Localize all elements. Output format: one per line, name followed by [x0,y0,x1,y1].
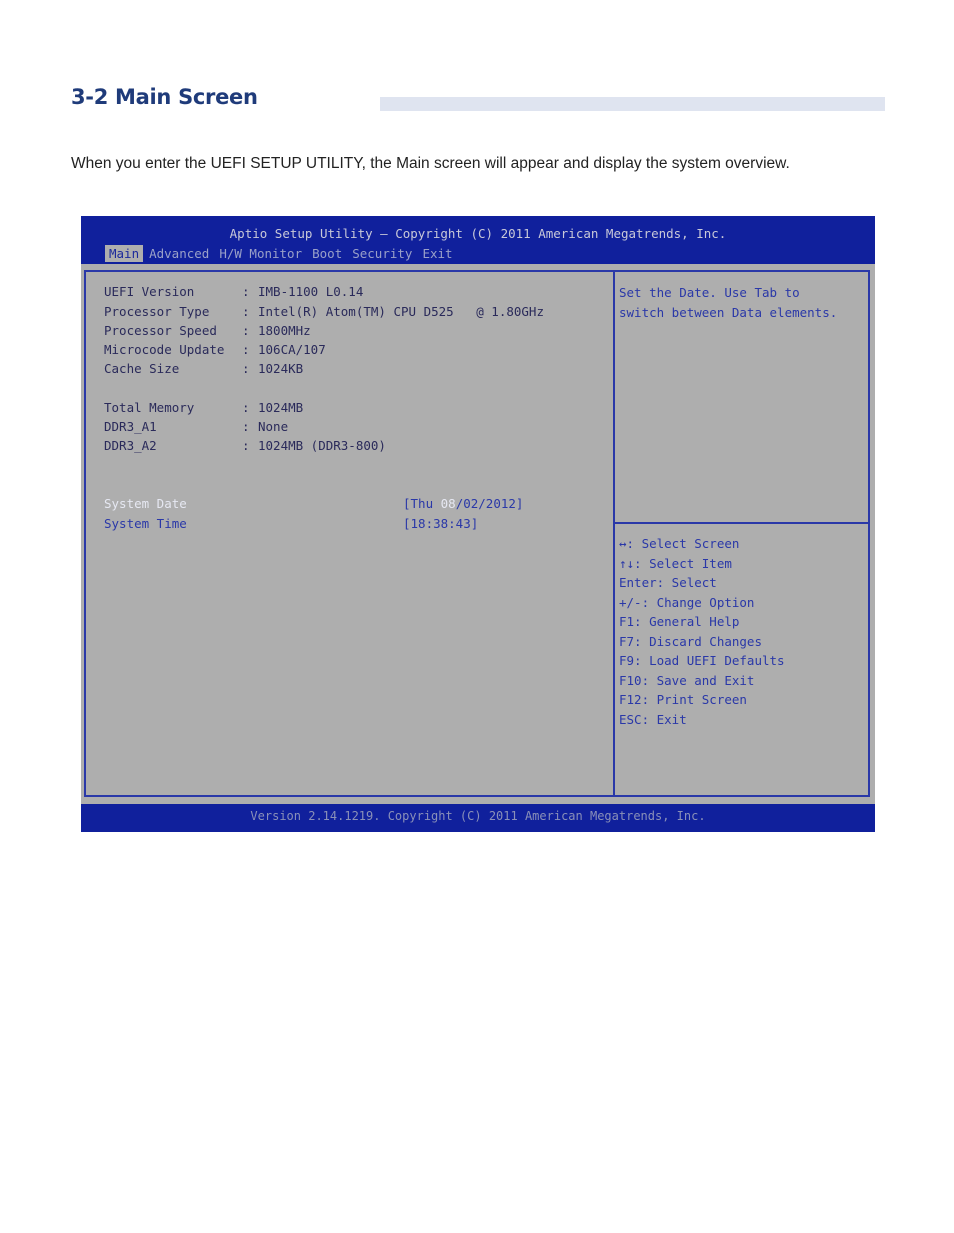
info-row-ddr3-a2: DDR3_A2 : 1024MB (DDR3-800) [104,438,386,453]
section-title: 3-2 Main Screen [71,85,258,109]
key-legend [619,534,869,729]
help-text: Set the Date. Use Tab to switch between Data elements. [619,285,838,320]
system-time-value[interactable]: [18:38:43] [403,516,479,531]
info-label: Processor Speed [104,323,217,338]
info-value: IMB-1100 L0.14 [258,284,364,299]
date-selected-field[interactable]: 08 [440,496,456,511]
info-label: DDR3_A1 [104,419,157,434]
info-label: DDR3_A2 [104,438,157,453]
system-time-label[interactable]: System Time [104,516,187,531]
bios-tab-boot[interactable]: Boot [312,246,343,261]
info-row-uefi-version: UEFI Version : IMB-1100 L0.14 [104,284,364,299]
info-value: None [258,419,289,434]
key-legend-item: F10: Save and Exit [619,672,755,688]
bios-tab-hw-monitor[interactable]: H/W Monitor [219,246,303,261]
bios-footer-bar [81,804,875,832]
system-date-value[interactable] [403,495,523,513]
bios-menu-bar [105,245,459,263]
info-row-processor-speed: Processor Speed : 1800MHz [104,323,311,338]
info-value: 1800MHz [258,323,311,338]
info-label: Microcode Update [104,342,225,357]
key-legend-item: F7: Discard Changes [619,633,762,649]
bios-header [81,216,875,264]
bios-vertical-divider [613,270,615,797]
date-suffix: /02/2012] [455,496,524,511]
date-prefix: [Thu [403,496,441,511]
bios-tab-exit[interactable]: Exit [422,246,453,261]
info-value: Intel(R) Atom(TM) CPU D525 @ 1.80GHz [258,304,544,319]
intro-paragraph: When you enter the UEFI SETUP UTILITY, the Main screen will appear and display the system overview. [71,155,790,172]
bios-horizontal-divider [615,522,870,524]
bios-tab-main[interactable]: Main [105,245,143,262]
title-decoration-bar [380,97,885,111]
bios-tab-advanced[interactable]: Advanced [149,246,210,261]
info-row-processor-type: Processor Type : Intel(R) Atom(TM) CPU D525 @ 1.80GHz [104,304,544,319]
key-legend-item: F1: General Help [619,614,740,629]
info-row-microcode-update: Microcode Update : 106CA/107 [104,342,326,357]
info-label: Processor Type [104,304,210,319]
info-value: 1024MB [258,400,304,415]
bios-screenshot [81,216,875,832]
system-date-label[interactable]: System Date [104,496,187,511]
info-row-cache-size: Cache Size : 1024KB [104,361,304,376]
info-label: UEFI Version [104,284,195,299]
key-legend-item: ESC: Exit [619,711,687,727]
bios-footer-text: Version 2.14.1219. Copyright (C) 2011 American Megatrends, Inc. [250,809,706,823]
key-legend-item: ↑↓: Select Item [619,555,732,571]
info-row-total-memory: Total Memory : 1024MB [104,400,304,415]
info-row-ddr3-a1: DDR3_A1 : None [104,419,289,434]
info-label: Total Memory [104,400,195,415]
info-value: 1024KB [258,361,304,376]
key-legend-item: +/-: Change Option [619,594,755,610]
info-label: Cache Size [104,361,180,376]
key-legend-item: F9: Load UEFI Defaults [619,653,785,668]
info-value: 106CA/107 [258,342,326,357]
info-value: 1024MB (DDR3-800) [258,438,386,453]
key-legend-item: F12: Print Screen [619,692,747,707]
bios-title: Aptio Setup Utility – Copyright (C) 2011 American Megatrends, Inc. [229,226,727,241]
key-legend-item: Enter: Select [619,575,717,590]
key-legend-item: ↔: Select Screen [619,536,740,551]
bios-tab-security[interactable]: Security [352,246,413,261]
